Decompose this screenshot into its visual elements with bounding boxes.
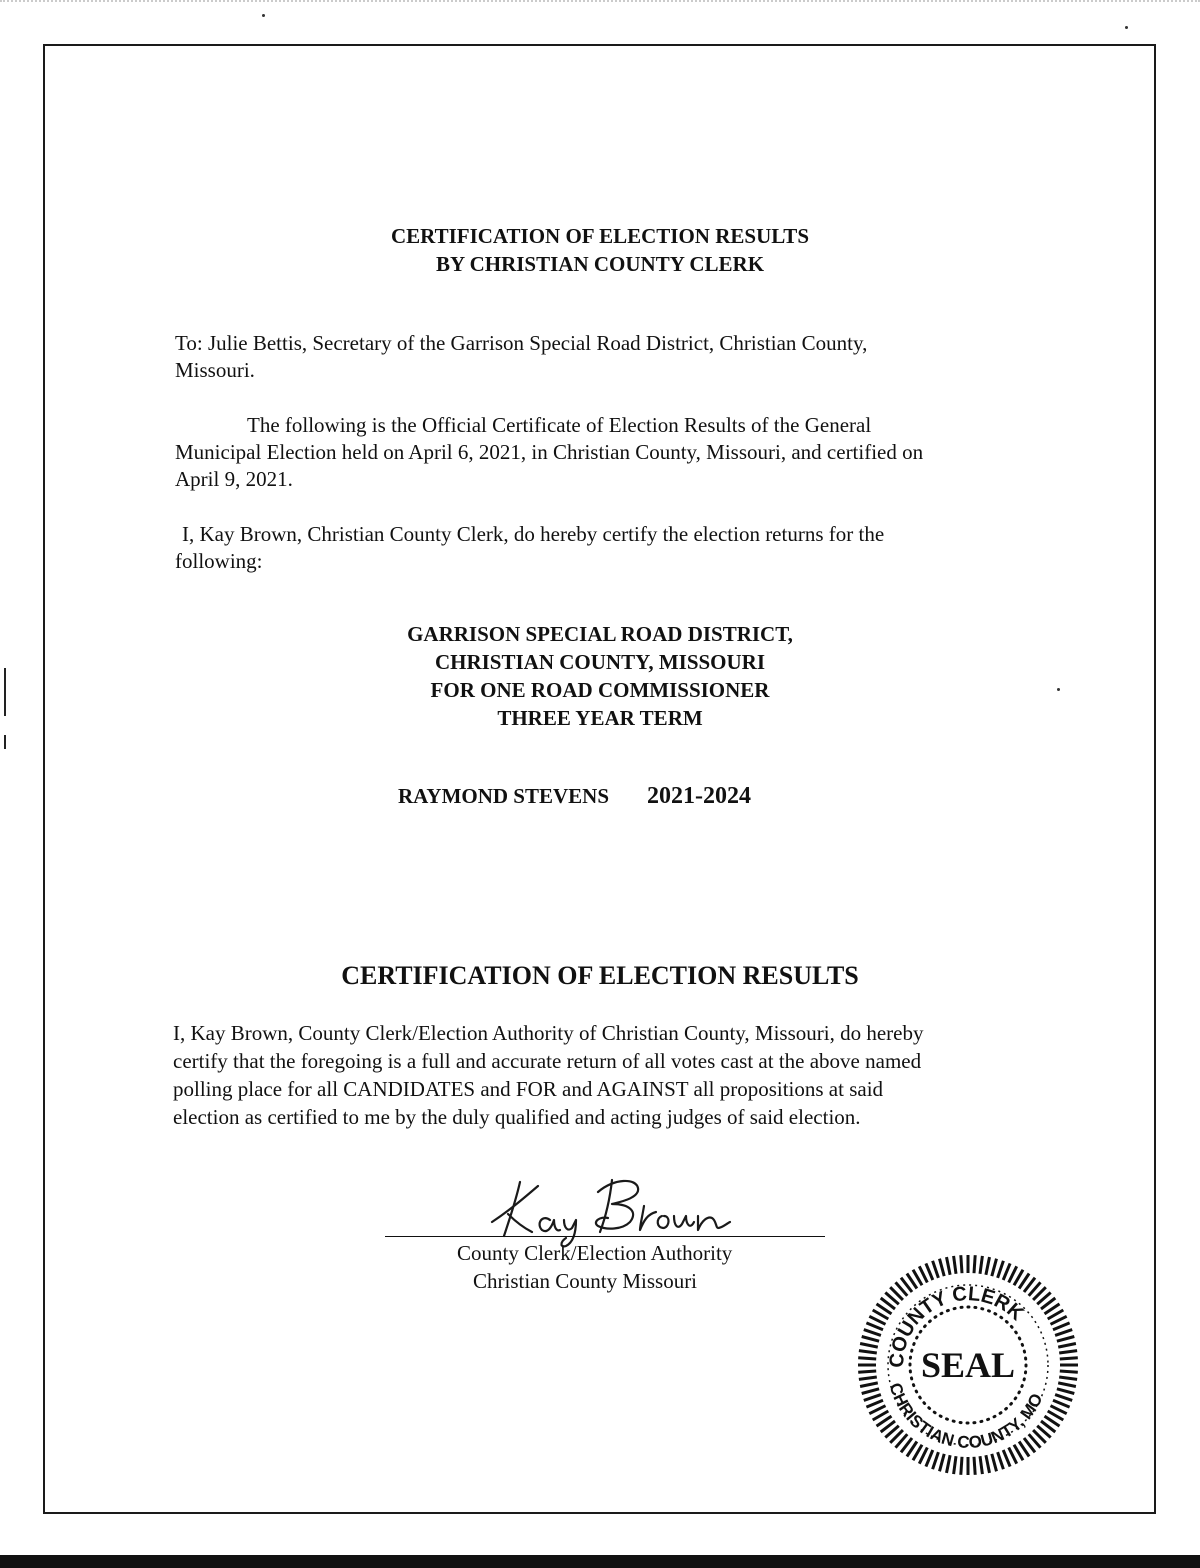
seal-tick <box>998 1261 1004 1278</box>
seal-tick <box>933 1452 939 1469</box>
seal-tick <box>954 1256 956 1274</box>
seal-tick <box>862 1337 879 1342</box>
certification-heading: CERTIFICATION OF ELECTION RESULTS <box>341 961 859 990</box>
addressee-line: To: Julie Bettis, Secretary of the Garrison Special Road District, Christian County, <box>175 331 868 355</box>
seal-tick <box>858 1358 876 1359</box>
winner-term: 2021-2024 <box>647 783 752 809</box>
seal-tick <box>947 1455 951 1473</box>
seal-tick <box>860 1383 878 1387</box>
scan-edge-mark <box>4 735 6 749</box>
document-heading <box>200 222 1000 278</box>
certify-line: I, Kay Brown, Christian County Clerk, do hereby certify the election returns for the <box>182 522 885 546</box>
heading-line: BY CHRISTIAN COUNTY CLERK <box>435 252 765 276</box>
seal-tick <box>859 1351 877 1353</box>
certify-line: following: <box>175 549 263 573</box>
seal-tick <box>974 1255 975 1273</box>
intro-line: The following is the Official Certificate of Election Results of the General <box>247 413 872 437</box>
scan-edge-bottom <box>0 1555 1200 1568</box>
seal-tick <box>866 1323 883 1330</box>
seal-tick <box>986 1455 990 1473</box>
seal-tick <box>866 1400 883 1407</box>
scan-edge-top <box>0 0 1200 3</box>
seal-tick <box>862 1389 879 1394</box>
seal-tick <box>980 1256 982 1274</box>
statement-line: I, Kay Brown, County Clerk/Election Authority of Christian County, Missouri, do hereby <box>173 1021 924 1045</box>
scan-speck <box>1125 26 1128 29</box>
addressee-paragraph <box>175 330 1055 384</box>
seal-tick <box>992 1259 997 1276</box>
signatory-title: County Clerk/Election Authority <box>457 1241 733 1265</box>
seal-tick <box>1060 1358 1078 1359</box>
statement-line: polling place for all CANDIDATES and FOR and AGAINST all propositions at said <box>173 1077 884 1101</box>
district-block <box>300 620 900 732</box>
seal-tick <box>1057 1337 1074 1342</box>
seal-center-text: SEAL <box>920 1345 1016 1385</box>
seal-tick <box>1058 1383 1076 1387</box>
seal-tick <box>998 1452 1004 1469</box>
seal-tick <box>980 1456 982 1474</box>
seal-tick <box>864 1395 881 1401</box>
certification-statement <box>173 1019 1063 1131</box>
seal-tick <box>1059 1351 1077 1353</box>
statement-line: election as certified to me by the duly qualified and acting judges of said election. <box>173 1105 861 1129</box>
district-line: GARRISON SPECIAL ROAD DISTRICT, <box>407 622 793 646</box>
district-line: FOR ONE ROAD COMMISSIONER <box>430 678 770 702</box>
seal-tick <box>940 1454 945 1471</box>
scan-edge-mark <box>4 668 6 716</box>
intro-paragraph <box>175 412 1055 493</box>
heading-line: CERTIFICATION OF ELECTION RESULTS <box>390 224 809 248</box>
signatory-county: Christian County Missouri <box>473 1269 698 1293</box>
statement-line: certify that the foregoing is a full and accurate return of all votes cast at the above named <box>173 1049 922 1073</box>
seal-tick <box>940 1259 945 1276</box>
seal-tick <box>858 1371 876 1372</box>
seal-tick <box>926 1263 933 1280</box>
intro-line: April 9, 2021. <box>175 467 293 491</box>
seal-tick <box>1055 1395 1072 1401</box>
seal-tick <box>947 1257 951 1275</box>
winner-row <box>398 783 751 810</box>
seal-bottom-text: CHRISTIAN COUNTY, MO <box>885 1380 1047 1453</box>
scan-speck <box>262 14 265 17</box>
seal-tick <box>933 1261 939 1278</box>
seal-tick <box>961 1457 962 1475</box>
signature-line <box>385 1236 825 1237</box>
seal-tick <box>859 1377 877 1379</box>
seal-tick <box>974 1457 975 1475</box>
intro-line: Municipal Election held on April 6, 2021, in Christian County, Missouri, and certified on <box>175 440 924 464</box>
seal-tick <box>1058 1344 1076 1348</box>
addressee-line: Missouri. <box>175 358 255 382</box>
seal-tick <box>1055 1330 1072 1336</box>
seal-tick <box>1057 1389 1074 1394</box>
seal-tick <box>1059 1377 1077 1379</box>
seal-tick <box>1060 1371 1078 1372</box>
county-clerk-seal <box>853 1250 1083 1480</box>
handwritten-signature <box>480 1170 770 1250</box>
seal-tick <box>954 1456 956 1474</box>
district-line: THREE YEAR TERM <box>497 706 703 730</box>
seal-tick <box>961 1255 962 1273</box>
seal-tick <box>1053 1400 1070 1407</box>
certify-paragraph <box>175 521 1055 575</box>
seal-tick <box>860 1344 878 1348</box>
winner-name: RAYMOND STEVENS <box>398 784 610 808</box>
seal-tick <box>864 1330 881 1336</box>
district-line: CHRISTIAN COUNTY, MISSOURI <box>434 650 766 674</box>
seal-tick <box>926 1450 933 1467</box>
seal-tick <box>1053 1323 1070 1330</box>
seal-tick <box>1003 1450 1010 1467</box>
seal-tick <box>1003 1263 1010 1280</box>
signature-caption <box>440 1239 800 1295</box>
seal-tick <box>986 1257 990 1275</box>
seal-top-text: COUNTY CLERK <box>885 1282 1028 1369</box>
seal-tick <box>992 1454 997 1471</box>
